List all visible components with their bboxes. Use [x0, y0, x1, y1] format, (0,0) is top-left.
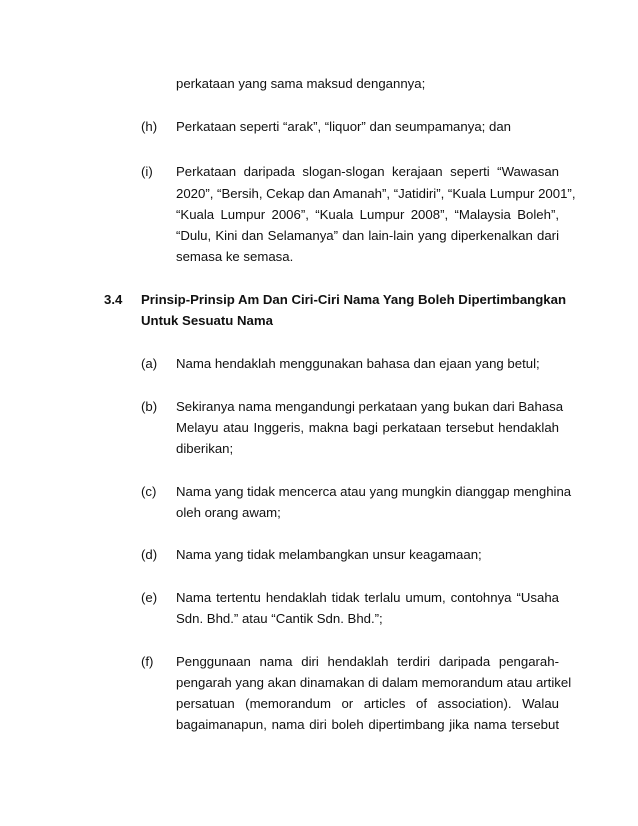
item-i-line-2: 2020”, “Bersih, Cekap dan Amanah”, “Jatidiri”, “Kuala Lumpur 2001”, — [176, 186, 576, 201]
continuation-text: perkataan yang sama maksud dengannya; — [176, 76, 426, 91]
item-c-line-1: Nama yang tidak mencerca atau yang mungkin dianggap menghina — [176, 484, 572, 499]
section-title-line-2: Untuk Sesuatu Nama — [141, 313, 273, 328]
item-e-line-1: Nama tertentu hendaklah tidak terlalu umum, contohnya “Usaha — [176, 590, 559, 605]
item-f-line-4: bagaimanapun, nama diri boleh dipertimbang jika nama tersebut — [176, 717, 559, 732]
item-i-line-1: Perkataan daripada slogan-slogan kerajaan seperti “Wawasan — [176, 164, 559, 179]
item-i-line-4: “Dulu, Kini dan Selamanya” dan lain-lain yang diperkenalkan dari — [176, 228, 559, 243]
item-e-label: (e) — [141, 590, 158, 605]
item-a-line-1: Nama hendaklah menggunakan bahasa dan ejaan yang betul; — [176, 356, 540, 371]
item-f-line-3: persatuan (memorandum or articles of association). Walau — [176, 696, 559, 711]
item-h-label: (h) — [141, 119, 158, 134]
item-b-label: (b) — [141, 399, 158, 414]
item-f-line-2: pengarah yang akan dinamakan di dalam memorandum atau artikel — [176, 675, 572, 690]
item-i-line-5: semasa ke semasa. — [176, 249, 294, 264]
section-title-line-1: Prinsip-Prinsip Am Dan Ciri-Ciri Nama Yang Boleh Dipertimbangkan — [141, 292, 567, 307]
item-d-label: (d) — [141, 547, 158, 562]
item-c-line-2: oleh orang awam; — [176, 505, 281, 520]
item-i-label: (i) — [141, 164, 153, 179]
item-c-label: (c) — [141, 484, 157, 499]
item-b-line-2: Melayu atau Inggeris, makna bagi perkataan tersebut hendaklah — [176, 420, 559, 435]
item-b-line-3: diberikan; — [176, 441, 234, 456]
item-f-label: (f) — [141, 654, 154, 669]
item-e-line-2: Sdn. Bhd.” atau “Cantik Sdn. Bhd.”; — [176, 611, 383, 626]
item-a-label: (a) — [141, 356, 158, 371]
item-h-text: Perkataan seperti “arak”, “liquor” dan seumpamanya; dan — [176, 119, 511, 134]
item-f-line-1: Penggunaan nama diri hendaklah terdiri daripada pengarah- — [176, 654, 559, 669]
item-b-line-1: Sekiranya nama mengandungi perkataan yang bukan dari Bahasa — [176, 399, 564, 414]
item-d-line-1: Nama yang tidak melambangkan unsur keagamaan; — [176, 547, 482, 562]
section-number: 3.4 — [104, 292, 123, 307]
item-i-line-3: “Kuala Lumpur 2006”, “Kuala Lumpur 2008”, “Malaysia Boleh”, — [176, 207, 559, 222]
